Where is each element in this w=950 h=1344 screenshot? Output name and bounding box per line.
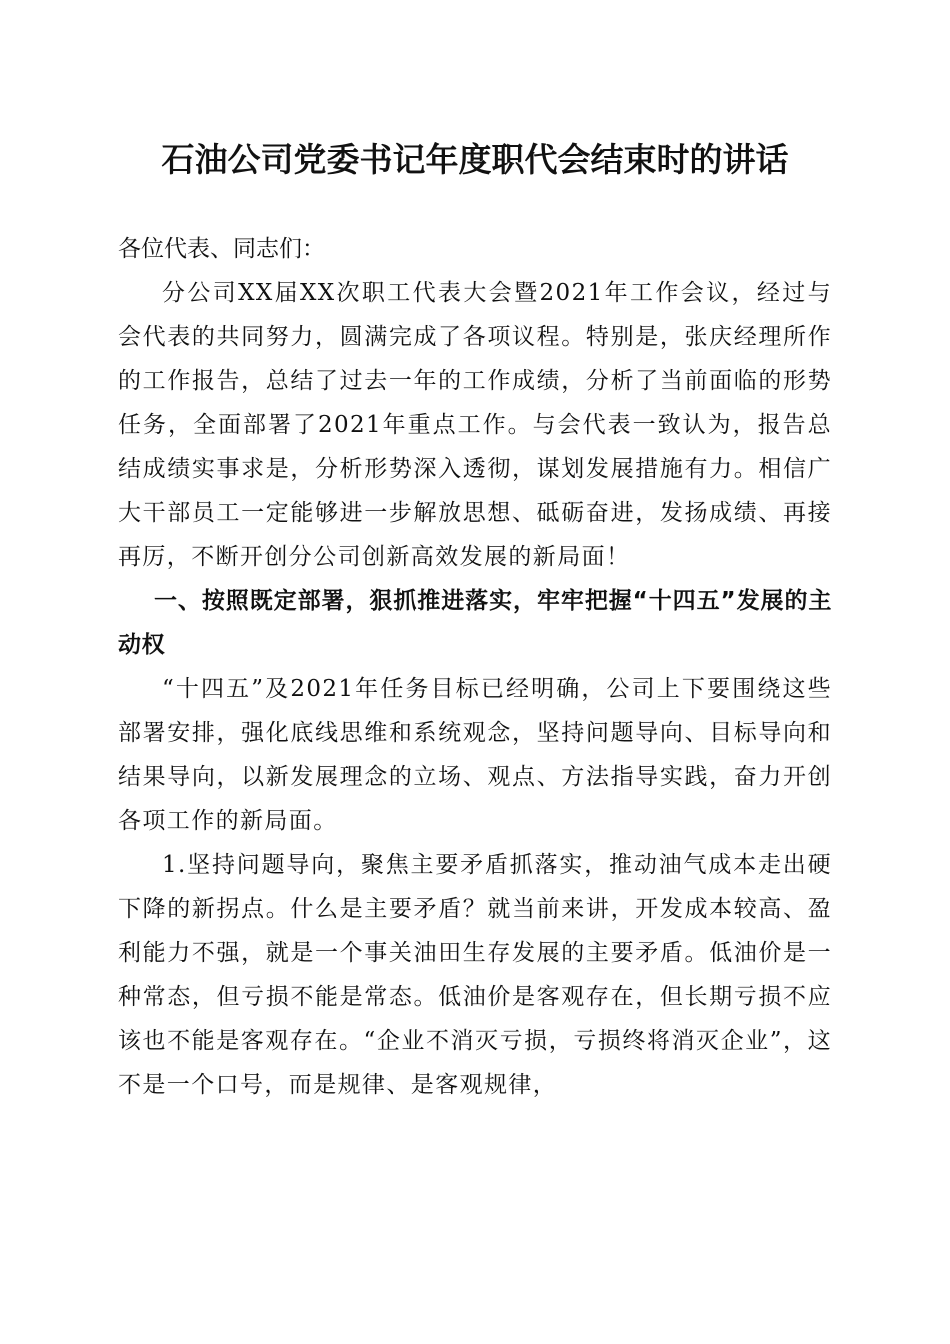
section-heading-1: 一、按照既定部署，狠抓推进落实，牢牢把握“十四五”发展的主动权	[118, 588, 832, 658]
salutation: 各位代表、同志们：	[118, 236, 325, 262]
section-1-item-1-paragraph: 1.坚持问题导向，聚焦主要矛盾抓落实，推动油气成本走出硬下降的新拐点。什么是主要矛盾？就当前来讲，开发成本较高、盈利能力不强，就是一个事关油田生存发展的主要矛盾。低油价是一种常态，但亏损不能是常态。低油价是客观存在，但长期亏损不应该也不能是客观存在。“企业不消灭亏损，亏损终将消灭企业”，这不是一个口号，而是规律、是客观规律，	[118, 852, 832, 1098]
document-page	[118, 0, 832, 1344]
section-1-paragraph: “十四五”及2021年任务目标已经明确，公司上下要围绕这些部署安排，强化底线思维和系统观念，坚持问题导向、目标导向和结果导向，以新发展理念的立场、观点、方法指导实践，奋力开创各项工作的新局面。	[118, 676, 832, 834]
document-body	[118, 227, 832, 1107]
document-title: 石油公司党委书记年度职代会结束时的讲话	[161, 140, 789, 179]
intro-paragraph: 分公司XX届XX次职工代表大会暨2021年工作会议，经过与会代表的共同努力，圆满完成了各项议程。特别是，张庆经理所作的工作报告，总结了过去一年的工作成绩，分析了当前面临的形势任务，全面部署了2021年重点工作。与会代表一致认为，报告总结成绩实事求是，分析形势深入透彻，谋划发展措施有力。相信广大干部员工一定能够进一步解放思想、砥砺奋进，发扬成绩、再接再厉，不断开创分公司创新高效发展的新局面！	[118, 280, 832, 570]
